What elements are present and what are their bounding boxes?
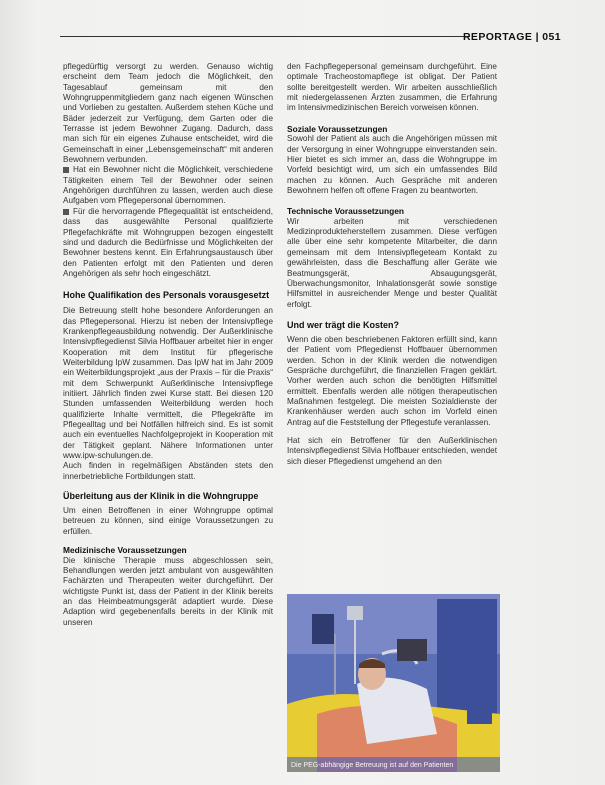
paragraph: Auch finden in regelmäßigen Abständen stets den innerbetriebliche Fortbildungen statt. xyxy=(63,461,273,481)
page-header xyxy=(463,31,561,43)
section-heading: Überleitung aus der Klinik in die Wohngruppe xyxy=(63,491,259,502)
subsection-heading: Medizinische Voraussetzungen xyxy=(63,545,187,556)
paragraph: Wenn die oben beschriebenen Faktoren erfüllt sind, kann der Patient vom Pflegedienst Hoffbauer übernommen werden. Schon in der Klinik werden die notwendigen Gespräche durchgeführt, die finanziellen Fragen geklärt. Vorher werden auch schon die benötigten Hilfsmittel ermittelt. Ebenfalls werden alle nötigen therapeutischen Maßnahmen festgelegt. Die meisten Sozialdienste der Krankenhäuser werden auch schon im Vorfeld einen Antrag auf die Feststellung der Pflegestufe veranlassen. xyxy=(287,334,497,427)
photo-illustration xyxy=(287,594,500,772)
header-rule xyxy=(60,36,470,37)
right-column xyxy=(287,62,497,467)
paragraph: Um einen Betroffenen in einer Wohngruppe optimal betreuen zu können, sind einige Voraussetzungen zu erfüllen. xyxy=(63,506,273,536)
left-column xyxy=(63,62,273,628)
spacer xyxy=(63,279,273,290)
bullet-paragraph: Hat ein Bewohner nicht die Möglichkeit, verschiedene Tätigkeiten einem Teil der Bewohner oder seinen Angehörigen durchführen zu lassen, werden auch diese Aufgaben vom Pflegepersonal übernommen. xyxy=(63,165,273,206)
header-separator: | xyxy=(535,31,539,43)
paragraph: Wir arbeiten mit verschiedenen Medizinprodukteherstellern zusammen. Diese verfügen alle über eine sehr kompetente Mitarbeiter, die dann gemeinsam mit dem Intensivpflegeteam Kontakt zu gewährleisten, dass die Beschaffung aller Geräte wie Beatmungsgerät, Absaugungsgerät, Überwachungsmonitor, Inhalationsgerät sowie sonstige Hilfsmittel in ausreichender Menge und bester Qualität erfolgt. xyxy=(287,216,497,309)
bullet-icon xyxy=(63,167,69,173)
section-heading: Hohe Qualifikation des Personals vorausgesetzt xyxy=(63,290,270,301)
section-heading: Und wer trägt die Kosten? xyxy=(287,319,400,330)
paragraph: Sowohl der Patient als auch die Angehörigen müssen mit der Versorgung in einer Wohngruppe einverstanden sein. Hier bietet es sich immer an, dass die Wohngruppe im Vorfeld besichtigt wird, um sich ein umfassendes Bild machen zu können. Auch Gespräche mit anderen Bewohnern helfen oft offene Fragen zu beantworten. xyxy=(287,134,497,195)
paragraph: Die klinische Therapie muss abgeschlossen sein, Behandlungen werden jetzt ambulant von ausgewählten Fachärzten und Therapeuten weiter durchgeführt. Der wichtigste Punkt ist, dass der Patient in der Klinik bereits an das Heimbeatmungsgerät adaptiert wurde. Diese Adaption wird gegebenenfalls bereits in der Klinik mit unseren xyxy=(63,555,273,627)
spacer xyxy=(287,310,497,320)
spacer xyxy=(63,537,273,545)
bullet-icon xyxy=(63,209,69,215)
subsection-heading: Soziale Voraussetzungen xyxy=(287,123,388,134)
spacer xyxy=(287,196,497,206)
paragraph: pflegedürftig versorgt zu werden. Genauso wichtig erscheint dem Team jedoch die Möglichkeit, den Tagesablauf gemeinsam mit den Wohngruppenmitgliedern ganz nach eigenen Wünschen und Vorlieben zu gestalten. Außerdem stehen Küche und Bäder jederzeit zur Verfügung, dem Garten oder die Terrasse ist jedem Bewohner Zugang. Dadurch, dass man sich für ein eigenes Zuhause entscheidet, wird die Gemeinschaft in einer „Lebensgemeinschaft“ mit anderen Bewohnern verbunden. xyxy=(63,62,273,165)
spacer xyxy=(287,428,497,436)
paragraph: Hat sich ein Betroffener für den Außerklinischen Intensivpflegedienst Silvia Hoffbauer entschieden, wendet sich dieser Pflegedienst umgehend an den xyxy=(287,435,497,466)
spacer xyxy=(63,482,273,491)
section-title: REPORTAGE xyxy=(462,31,533,43)
patient-photo xyxy=(287,594,500,772)
paragraph: den Fachpflegepersonal gemeinsam durchgeführt. Eine optimale Tracheostomapflege ist obligat. Der Patient sollte bereitgestellt werden. Wir arbeiten ausschließlich mit niedergelassenen Ärzten zusammen, die Erfahrung im Intensivmedizinischen Bereich vorweisen können. xyxy=(287,62,497,113)
bullet-paragraph: Für die hervorragende Pflegequalität ist entscheidend, dass das ausgewählte Personal qualifizierte Pflegefachkräfte mit Wohngruppen bezogen eingestellt sind und dadurch die Bedürfnisse und Möglichkeiten der Bewohner bestens kennt. Ein Erfahrungsaustausch über den Patienten erfolgt mit den Patienten und deren Angehörigen als sehr hoch eingeschätzt. xyxy=(63,206,273,278)
subsection-heading: Technische Voraussetzungen xyxy=(287,206,404,217)
page-number: 051 xyxy=(542,31,561,43)
photo-caption: Die PEG-abhängige Betreuung ist auf den Patienten xyxy=(291,762,454,769)
paragraph: Die Betreuung stellt hohe besondere Anforderungen an das Pflegepersonal. Hierzu ist neben der Intensivpflege Krankenpflegeausbildung notwendig. Der Außerklinische Intensivpflegedienst Silvia Hoffbauer arbeitet hier in enger Kooperation mit dem Institut für pflegerische Weiterbildung IpW zusammen. Das IpW hat im Jahr 2009 ein Weiterbildungsprojekt „aus der Praxis – für die Praxis“ mit dem Schwerpunkt Außerklinische Intensivpflege initiiert. Jährlich finden zwei Kurse statt. Bei diesen 120 Stunden umfassenden Weiterbildung werden hoch qualifizierte Inhalte vermittelt, die Pflegekräfte im Pflegealltag und bei Notfällen hilfreich sind. Es ist somit auch ein eventuelles Nachfolgeprojekt in Kooperation mit der Tätigkeit geplant. Nähere Informationen unter www.ipw-schulungen.de. xyxy=(63,306,273,461)
spacer xyxy=(287,114,497,124)
